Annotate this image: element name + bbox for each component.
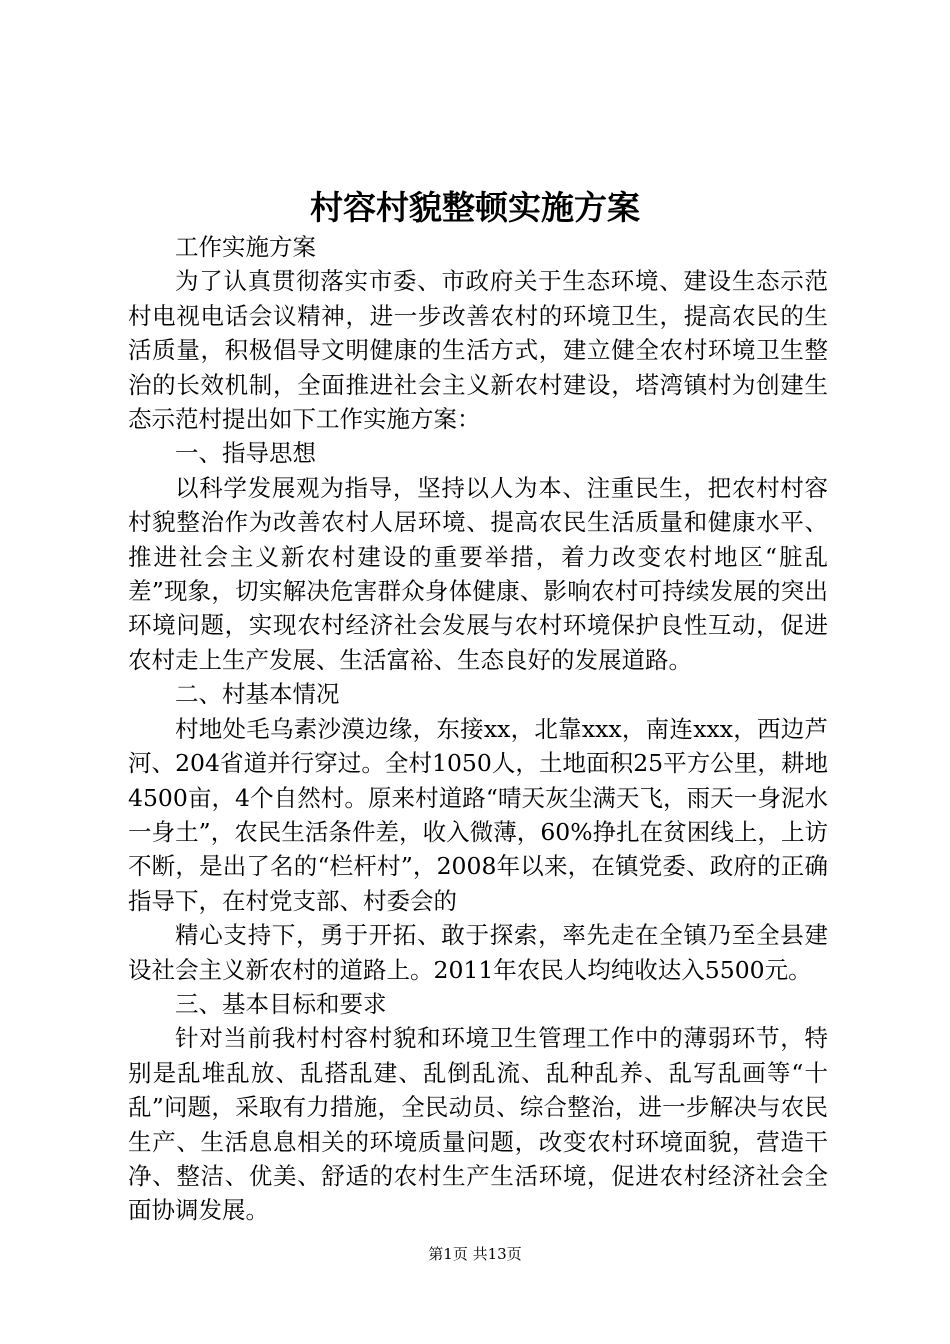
document-title: 村容村貌整顿实施方案 [310, 188, 640, 227]
heading-guiding-ideology: 一、指导思想 [175, 439, 316, 468]
village-situation-paragraph: 村地处毛乌素沙漠边缘，东接xx，北靠xxx，南连xxx，西边芦河、204省道并行穿过。全村1050人，土地面积25平方公里，耕地4500亩，4个自然村。原来村道路“晴天灰尘满天飞，雨天一身泥水一身土”，农民生活条件差，收入微薄，60%挣扎在贫困线上，上访不断，是出了名的“栏杆村”，2008年以来，在镇党委、政府的正确指导下，在村党支部、村委会的 [128, 714, 828, 915]
document-body [128, 230, 828, 1228]
goals-requirements-paragraph: 针对当前我村村容村貌和环境卫生管理工作中的薄弱环节，特别是乱堆乱放、乱搭乱建、乱倒乱流、乱种乱养、乱写乱画等“十乱”问题，采取有力措施，全民动员、综合整治，进一步解决与农民生产、生活息息相关的环境质量问题，改变农村环境面貌，营造干净、整洁、优美、舒适的农村生产生活环境，促进农村经济社会全面协调发展。 [128, 1024, 828, 1225]
page-number: 第1页 共13页 [428, 1245, 522, 1263]
intro-paragraph: 为了认真贯彻落实市委、市政府关于生态环境、建设生态示范村电视电话会议精神，进一步改善农村的环境卫生，提高农民的生活质量，积极倡导文明健康的生活方式，建立健全农村环境卫生整治的长效机制，全面推进社会主义新农村建设，塔湾镇村为创建生态示范村提出如下工作实施方案： [128, 267, 828, 434]
heading-goals-requirements: 三、基本目标和要求 [175, 989, 387, 1018]
village-situation-continued: 精心支持下，勇于开拓、敢于探索，率先走在全镇乃至全县建设社会主义新农村的道路上。2011年农民人均纯收达入5500元。 [128, 921, 828, 984]
section-label: 工作实施方案 [175, 233, 316, 261]
guiding-ideology-paragraph: 以科学发展观为指导，坚持以人为本、注重民生，把农村村容村貌整治作为改善农村人居环境、提高农民生活质量和健康水平、推进社会主义新农村建设的重要举措，着力改变农村地区“脏乱差”现象，切实解决危害群众身体健康、影响农村可持续发展的突出环境问题，实现农村经济社会发展与农村环境保护良性互动，促进农村走上生产发展、生活富裕、生态良好的发展道路。 [128, 473, 828, 674]
heading-village-situation: 二、村基本情况 [175, 680, 340, 709]
